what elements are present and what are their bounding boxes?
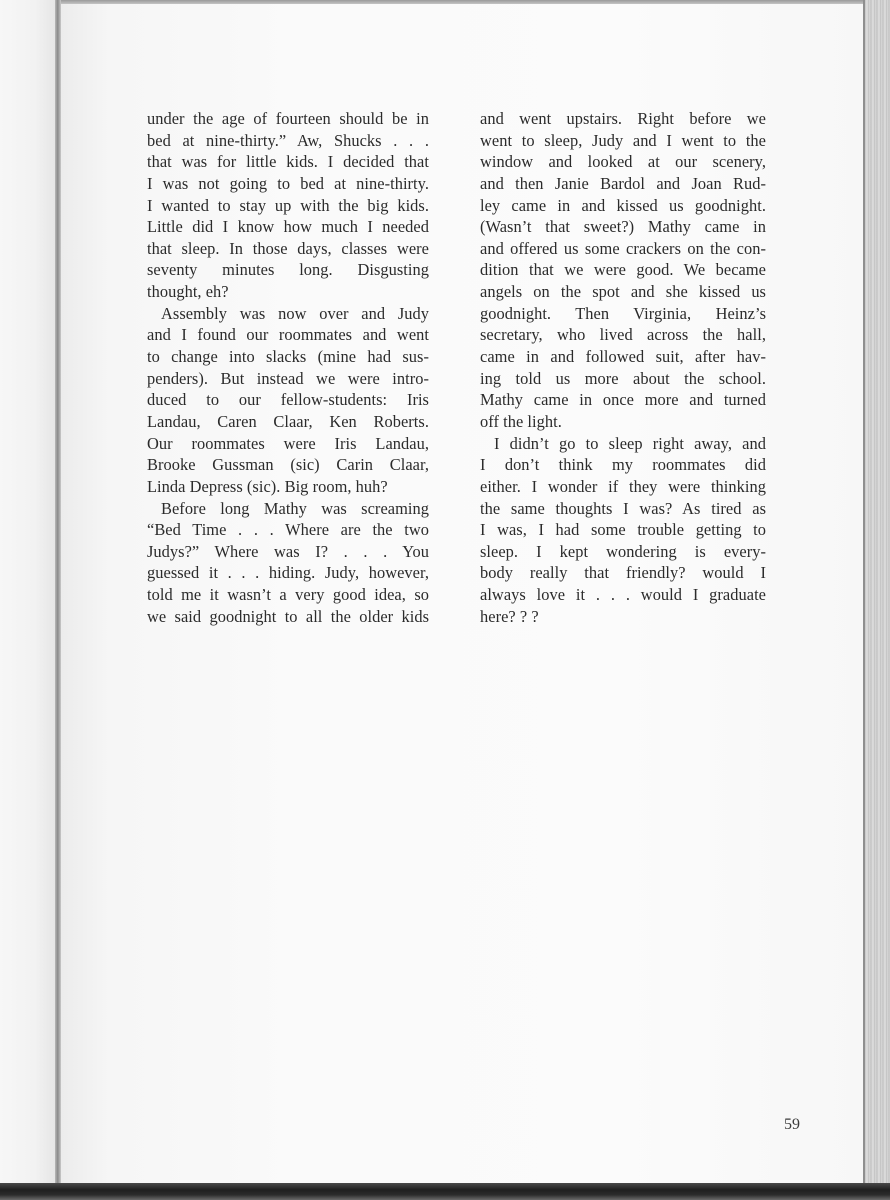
page-number: 59 xyxy=(784,1116,800,1133)
text-line: angels on the spot and she kissed us xyxy=(480,282,766,302)
book-cover-bottom-edge xyxy=(0,1183,890,1200)
text-line: bed at nine-thirty.” Aw, Shucks . . . xyxy=(147,130,429,150)
text-line: either. I wonder if they were thinking xyxy=(480,476,766,496)
text-line: duced to our fellow-students: Iris xyxy=(147,390,429,410)
text-line: Linda Depress (sic). Big room, huh? xyxy=(147,476,388,496)
text-line: and I found our roommates and went xyxy=(147,325,429,345)
text-line: under the age of fourteen should be in xyxy=(147,109,429,128)
paragraph xyxy=(147,303,429,498)
text-line: body really that friendly? would I xyxy=(480,563,766,583)
text-line: I was not going to bed at nine-thirty. xyxy=(147,173,429,193)
text-line: and then Janie Bardol and Joan Rud- xyxy=(480,173,766,193)
text-line: came in and followed suit, after hav- xyxy=(480,347,766,367)
text-line: Our roommates were Iris Landau, xyxy=(147,433,429,453)
text-line: and went upstairs. Right before we xyxy=(480,109,766,128)
text-line: ing told us more about the school. xyxy=(480,368,766,388)
text-column-left xyxy=(147,108,429,627)
text-line: Assembly was now over and Judy xyxy=(161,303,429,323)
previous-page-edge xyxy=(0,0,58,1186)
text-line: off the light. xyxy=(480,411,562,431)
text-column-right xyxy=(480,108,766,627)
text-line: penders). But instead we were intro- xyxy=(147,368,429,388)
text-line: Before long Mathy was screaming xyxy=(161,498,429,518)
text-line: Brooke Gussman (sic) Carin Claar, xyxy=(147,455,429,475)
text-line: went to sleep, Judy and I went to the xyxy=(480,130,766,150)
stacked-page-edges xyxy=(863,0,890,1200)
text-line: dition that we were good. We became xyxy=(480,260,766,280)
text-line: we said goodnight to all the older kids xyxy=(147,606,429,626)
text-line: seventy minutes long. Disgusting xyxy=(147,260,429,280)
text-line: window and looked at our scenery, xyxy=(480,152,766,172)
text-line: sleep. I kept wondering is every- xyxy=(480,541,766,561)
text-line: ley came in and kissed us goodnight. xyxy=(480,195,766,215)
text-line: Landau, Caren Claar, Ken Roberts. xyxy=(147,411,429,431)
text-line: Mathy came in once more and turned xyxy=(480,390,766,410)
text-line: thought, eh? xyxy=(147,282,229,302)
paragraph xyxy=(147,498,429,628)
text-line: and offered us some crackers on the con- xyxy=(480,238,766,258)
text-line: I don’t think my roommates did xyxy=(480,455,766,475)
text-line: “Bed Time . . . Where are the two xyxy=(147,520,429,540)
text-line: that sleep. In those days, classes were xyxy=(147,238,429,258)
paragraph xyxy=(480,433,766,628)
text-line: guessed it . . . hiding. Judy, however, xyxy=(147,563,429,583)
paragraph xyxy=(480,108,766,433)
text-line: Little did I know how much I needed xyxy=(147,217,429,237)
text-line: Judys?” Where was I? . . . You xyxy=(147,541,429,561)
paragraph xyxy=(147,108,429,303)
text-line: here? ? ? xyxy=(480,606,539,626)
text-line: told me it wasn’t a very good idea, so xyxy=(147,585,429,605)
text-line: goodnight. Then Virginia, Heinz’s xyxy=(480,303,766,323)
text-line: secretary, who lived across the hall, xyxy=(480,325,766,345)
text-line: I was, I had some trouble getting to xyxy=(480,520,766,540)
text-line: (Wasn’t that sweet?) Mathy came in xyxy=(480,217,766,237)
text-line: I wanted to stay up with the big kids. xyxy=(147,195,429,215)
text-line: the same thoughts I was? As tired as xyxy=(480,498,766,518)
text-line: to change into slacks (mine had sus- xyxy=(147,347,429,367)
text-line: I didn’t go to sleep right away, and xyxy=(494,433,766,453)
text-line: always love it . . . would I graduate xyxy=(480,585,766,605)
text-line: that was for little kids. I decided that xyxy=(147,152,429,172)
